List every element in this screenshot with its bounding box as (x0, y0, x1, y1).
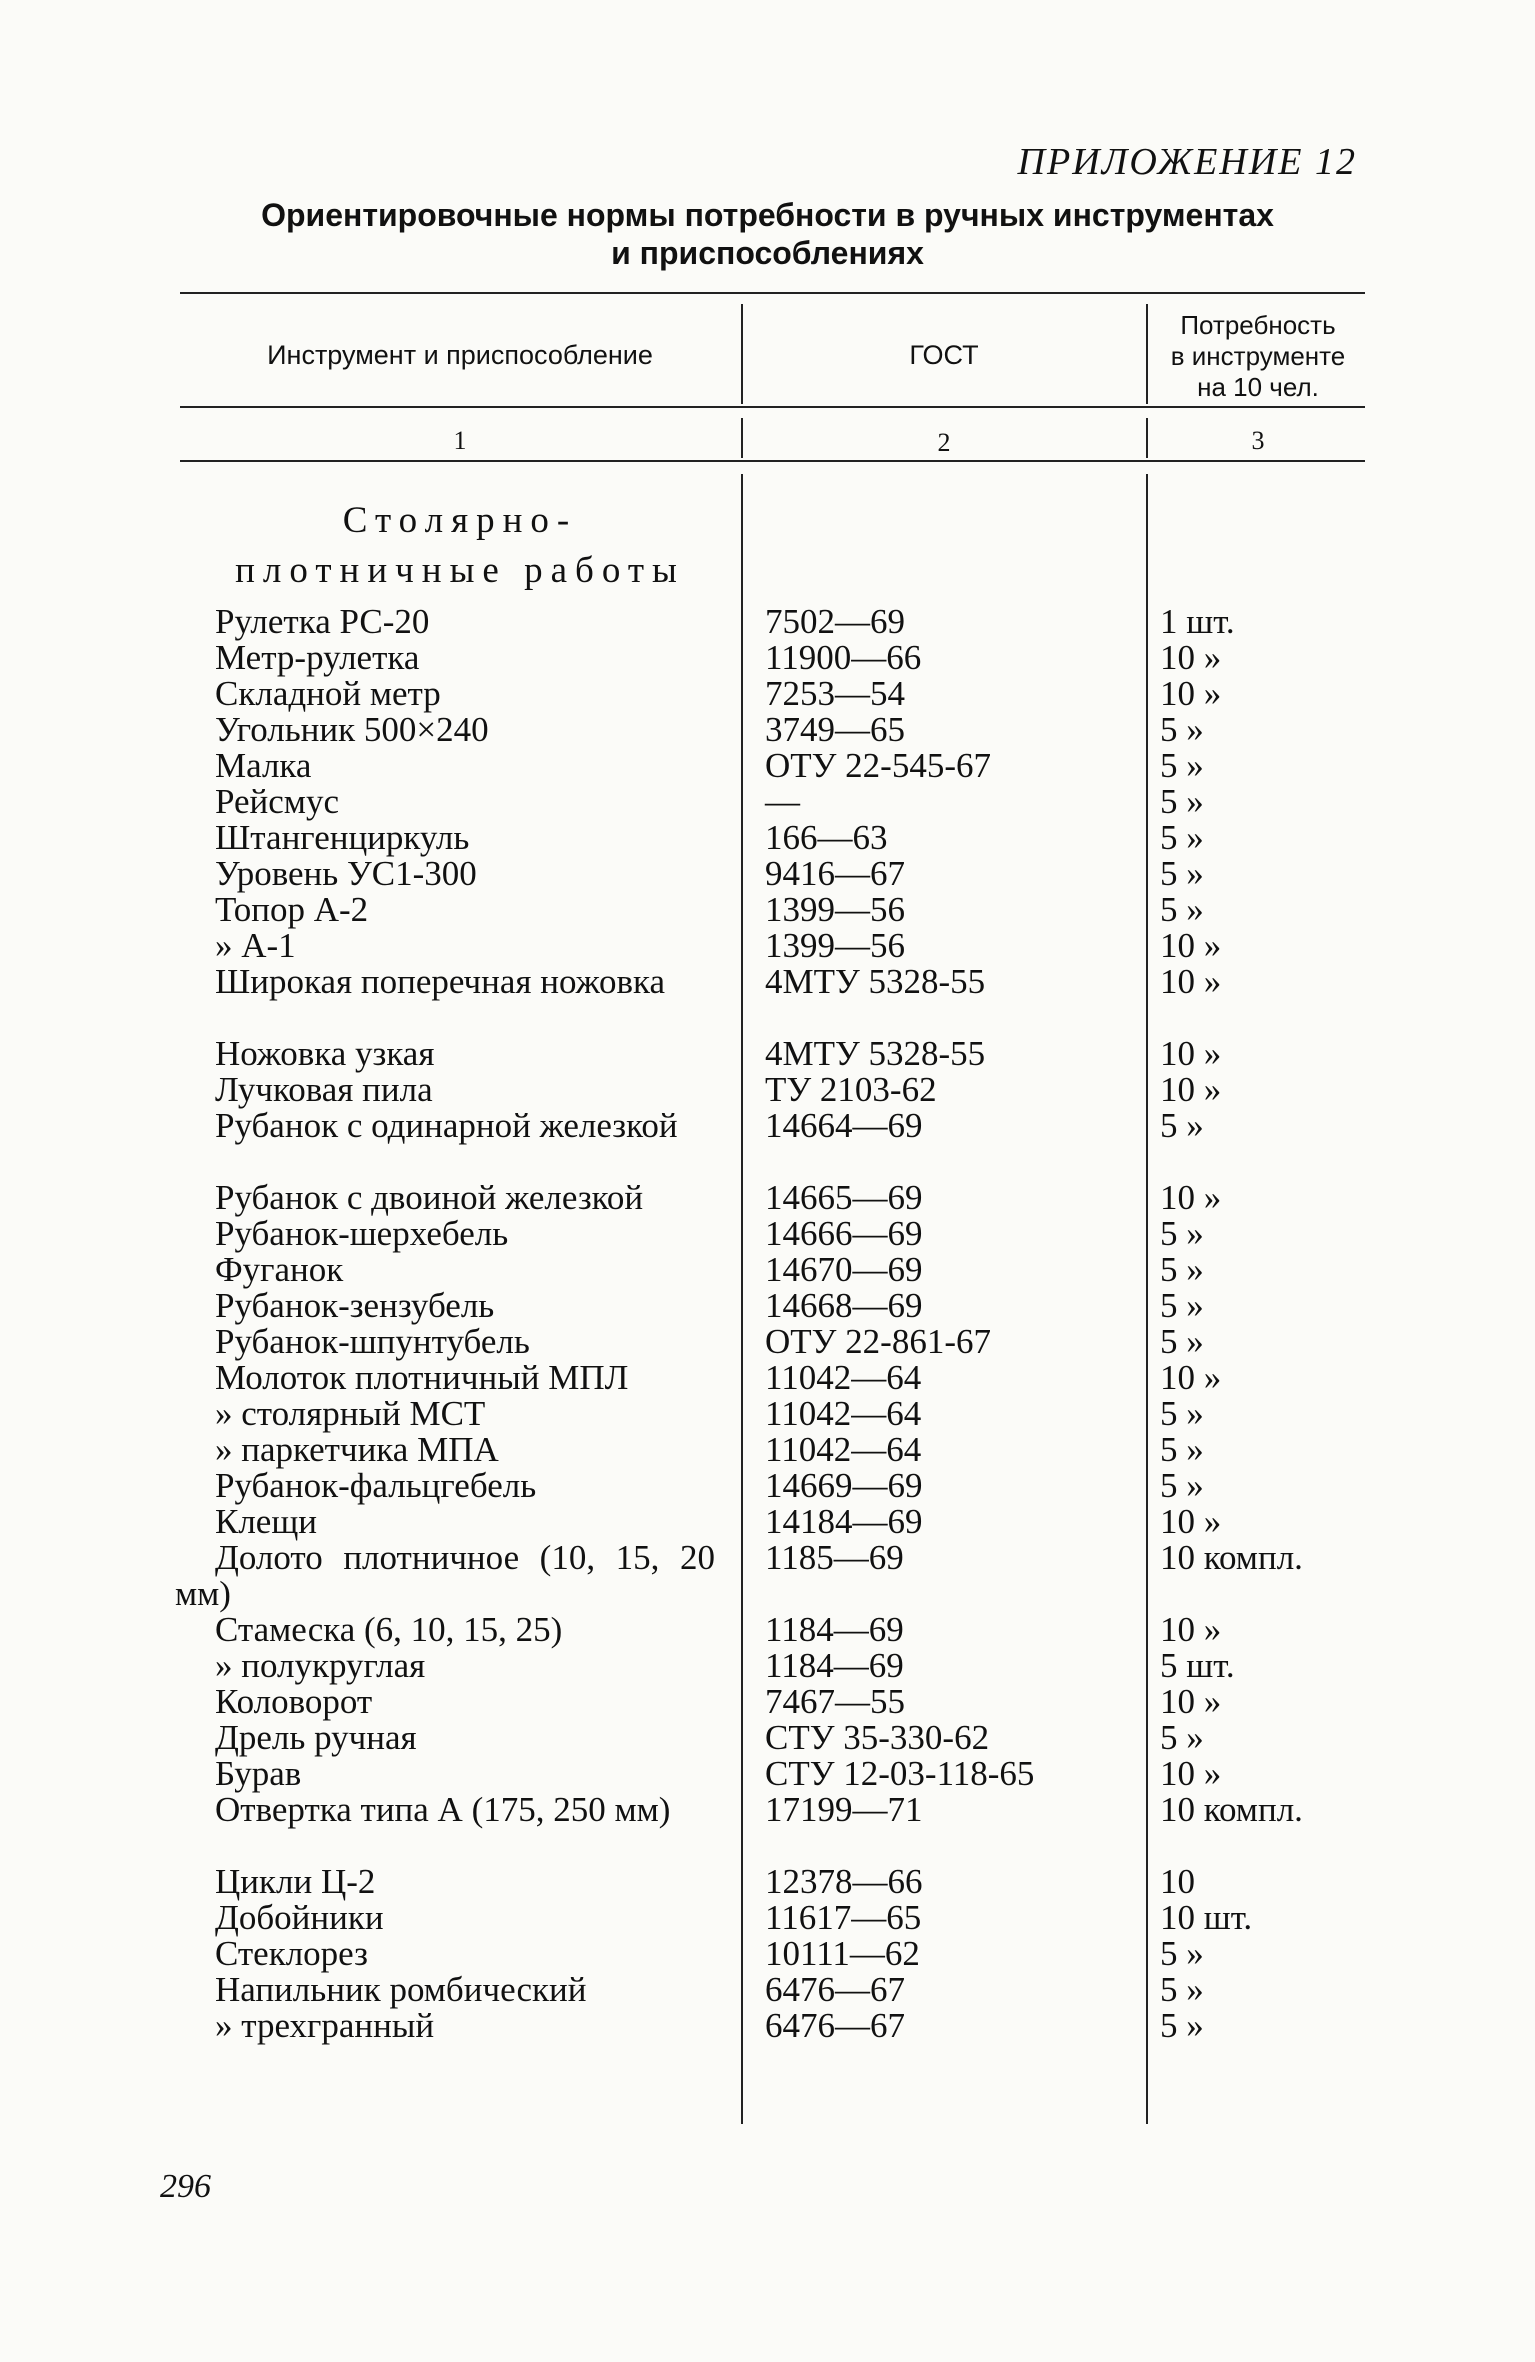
gost-number: 10111—62 (765, 1934, 920, 1973)
need-per-10: 5 » (1160, 1322, 1204, 1361)
gost-number: 1185—69 (765, 1538, 904, 1577)
table-row (0, 1360, 1535, 1396)
gost-number: 1184—69 (765, 1610, 904, 1649)
need-per-10: 5 » (1160, 746, 1204, 785)
need-per-10: 5 » (1160, 1430, 1204, 1469)
header-need-line-3: на 10 чел. (1197, 372, 1319, 402)
instrument-name: » А-1 (215, 926, 296, 965)
instrument-name: Рубанок-фальцгебель (215, 1466, 537, 1505)
table-row (0, 1756, 1535, 1792)
instrument-name: Стеклорез (215, 1934, 368, 1973)
need-per-10: 5 » (1160, 1214, 1204, 1253)
gost-number: 11617—65 (765, 1898, 922, 1937)
table-row (0, 1396, 1535, 1432)
gost-number: 7253—54 (765, 674, 905, 713)
gost-number: 14669—69 (765, 1466, 923, 1505)
table-row (0, 1432, 1535, 1468)
table-row (0, 856, 1535, 892)
need-per-10: 5 » (1160, 2006, 1204, 2045)
need-per-10: 5 » (1160, 1250, 1204, 1289)
instrument-name: Рубанок с одинарной железкой (215, 1106, 678, 1145)
table-row (0, 784, 1535, 820)
table-row (0, 748, 1535, 784)
table-row (0, 1216, 1535, 1252)
gost-number: СТУ 12-03-118-65 (765, 1754, 1035, 1793)
instrument-name: Напильник ромбический (215, 1970, 587, 2009)
instrument-name: Дрель ручная (215, 1718, 417, 1757)
table-row (0, 1504, 1535, 1540)
table-row (0, 892, 1535, 928)
table-row (0, 1468, 1535, 1504)
need-per-10: 10 » (1160, 1610, 1222, 1649)
gost-number: 14664—69 (765, 1106, 923, 1145)
table-top-rule (180, 292, 1365, 294)
table-row (0, 1720, 1535, 1756)
table-row (0, 1072, 1535, 1108)
table-row (0, 1036, 1535, 1072)
gost-number: 12378—66 (765, 1862, 923, 1901)
instrument-name: Ножовка узкая (215, 1034, 435, 1073)
table-row (0, 1252, 1535, 1288)
header-divider-1 (741, 304, 743, 404)
gost-number: ТУ 2103-62 (765, 1070, 937, 1109)
instrument-name: Рубанок с двоиной железкой (215, 1178, 644, 1217)
gost-number: 3749—65 (765, 710, 905, 749)
need-per-10: 5 » (1160, 1934, 1204, 1973)
table-row (0, 928, 1535, 964)
gost-number: 11042—64 (765, 1430, 922, 1469)
instrument-name: » столярный МСТ (215, 1394, 486, 1433)
instrument-name: Стамеска (6, 10, 15, 25) (215, 1610, 563, 1649)
gost-number: 11042—64 (765, 1394, 922, 1433)
header-gost: ГОСТ (909, 340, 979, 370)
need-per-10: 10 » (1160, 638, 1222, 677)
table-row (0, 1792, 1535, 1864)
instrument-name: Молоток плотничный МПЛ (215, 1358, 629, 1397)
header-instrument: Инструмент и приспособление (267, 340, 653, 370)
instrument-name: Лучковая пила (215, 1070, 433, 1109)
table-row (0, 1864, 1535, 1900)
gost-number: 1399—56 (765, 890, 905, 929)
table-row (0, 1180, 1535, 1216)
need-per-10: 10 » (1160, 674, 1222, 713)
table-row (0, 1288, 1535, 1324)
table-row (0, 1972, 1535, 2008)
instrument-name: Клещи (215, 1502, 318, 1541)
table-row (0, 1936, 1535, 1972)
table-row (0, 712, 1535, 748)
instrument-name: Уровень УС1-300 (215, 854, 477, 893)
instrument-name: Малка (215, 746, 312, 785)
header-need-line-1: Потребность (1180, 310, 1336, 340)
appendix-label: ПРИЛОЖЕНИЕ 12 (1017, 141, 1357, 183)
gost-number: 7467—55 (765, 1682, 905, 1721)
table-row (0, 1324, 1535, 1360)
gost-number: 6476—67 (765, 2006, 905, 2045)
table-row (0, 1900, 1535, 1936)
need-per-10: 5 » (1160, 1718, 1204, 1757)
instrument-name: Добойники (215, 1898, 384, 1937)
need-per-10: 10 » (1160, 1502, 1222, 1541)
gost-number: — (765, 782, 800, 821)
number-row-rule (180, 460, 1365, 462)
table-row (0, 1108, 1535, 1180)
header-need-line-2: в инструменте (1170, 341, 1346, 371)
need-per-10: 5 » (1160, 854, 1204, 893)
column-number-1: 1 (453, 426, 467, 455)
need-per-10: 5 » (1160, 1106, 1204, 1145)
need-per-10: 10 компл. (1160, 1538, 1303, 1577)
gost-number: 9416—67 (765, 854, 905, 893)
title-line-2: и приспособлениях (611, 235, 924, 271)
instrument-name: Долото плотничное (10, 15, 20 мм) (175, 1538, 715, 1613)
number-divider-1 (741, 418, 743, 458)
need-per-10: 10 » (1160, 962, 1222, 1001)
need-per-10: 5 » (1160, 818, 1204, 857)
need-per-10: 5 шт. (1160, 1646, 1235, 1685)
gost-number: 14665—69 (765, 1178, 923, 1217)
gost-number: СТУ 35-330-62 (765, 1718, 990, 1757)
instrument-name: » паркетчика МПА (215, 1430, 499, 1469)
need-per-10: 5 » (1160, 1286, 1204, 1325)
table-row (0, 676, 1535, 712)
gost-number: 11042—64 (765, 1358, 922, 1397)
gost-number: 1399—56 (765, 926, 905, 965)
instrument-name: Топор А-2 (215, 890, 369, 929)
instrument-name: Коловорот (215, 1682, 373, 1721)
page-number: 296 (160, 2168, 211, 2205)
need-per-10: 5 » (1160, 710, 1204, 749)
instrument-name: » полукруглая (215, 1646, 426, 1685)
section-heading-line-2: плотничные работы (235, 550, 685, 591)
instrument-name: Широкая поперечная ножовка (215, 962, 665, 1001)
section-heading-line-1: Столярно- (342, 500, 578, 541)
gost-number: 4МТУ 5328-55 (765, 962, 986, 1001)
instrument-name: Фуганок (215, 1250, 344, 1289)
section-heading (200, 496, 720, 596)
table-row (0, 964, 1535, 1036)
gost-number: 7502—69 (765, 602, 905, 641)
header-need (1148, 310, 1368, 403)
column-number-2: 2 (937, 428, 951, 457)
gost-number: 6476—67 (765, 1970, 905, 2009)
need-per-10: 10 » (1160, 1358, 1222, 1397)
gost-number: 14184—69 (765, 1502, 923, 1541)
gost-number: 1184—69 (765, 1646, 904, 1685)
instrument-name: Угольник 500×240 (215, 710, 489, 749)
table-row (0, 604, 1535, 640)
instrument-name: Рулетка РС-20 (215, 602, 430, 641)
need-per-10: 5 » (1160, 1970, 1204, 2009)
header-bottom-rule (180, 406, 1365, 408)
document-title (0, 196, 1535, 272)
instrument-name: Рубанок-шпунтубель (215, 1322, 530, 1361)
gost-number: 14668—69 (765, 1286, 923, 1325)
instrument-name: Штангенциркуль (215, 818, 470, 857)
need-per-10: 5 » (1160, 890, 1204, 929)
instrument-name: » трехгранный (215, 2006, 435, 2045)
table-row (0, 820, 1535, 856)
need-per-10: 10 шт. (1160, 1898, 1253, 1937)
table-row (0, 1612, 1535, 1648)
need-per-10: 1 шт. (1160, 602, 1235, 641)
gost-number: 4МТУ 5328-55 (765, 1034, 986, 1073)
need-per-10: 5 » (1160, 1394, 1204, 1433)
title-line-1: Ориентировочные нормы потребности в ручных инструментах (261, 197, 1274, 233)
instrument-name: Складной метр (215, 674, 441, 713)
instrument-name: Рейсмус (215, 782, 339, 821)
gost-number: 17199—71 (765, 1790, 923, 1829)
instrument-name: Отвертка типа А (175, 250 мм) (215, 1790, 671, 1829)
need-per-10: 10 » (1160, 1178, 1222, 1217)
instrument-name: Метр-рулетка (215, 638, 420, 677)
table-row (0, 2008, 1535, 2044)
instrument-name: Цикли Ц-2 (215, 1862, 376, 1901)
table-row (0, 1648, 1535, 1684)
need-per-10: 10 компл. (1160, 1790, 1303, 1829)
gost-number: ОТУ 22-861-67 (765, 1322, 991, 1361)
need-per-10: 10 (1160, 1862, 1195, 1901)
need-per-10: 10 » (1160, 1754, 1222, 1793)
gost-number: ОТУ 22-545-67 (765, 746, 991, 785)
table-body (0, 604, 1535, 2044)
table-row (0, 1684, 1535, 1720)
column-number-3: 3 (1251, 426, 1265, 455)
need-per-10: 5 » (1160, 1466, 1204, 1505)
need-per-10: 10 » (1160, 1034, 1222, 1073)
need-per-10: 10 » (1160, 1682, 1222, 1721)
gost-number: 11900—66 (765, 638, 922, 677)
instrument-name: Бурав (215, 1754, 302, 1793)
gost-number: 14670—69 (765, 1250, 923, 1289)
table-row (0, 1540, 1535, 1612)
table-row (0, 640, 1535, 676)
gost-number: 166—63 (765, 818, 888, 857)
instrument-name: Рубанок-шерхебель (215, 1214, 509, 1253)
gost-number: 14666—69 (765, 1214, 923, 1253)
instrument-name: Рубанок-зензубель (215, 1286, 495, 1325)
need-per-10: 10 » (1160, 1070, 1222, 1109)
need-per-10: 5 » (1160, 782, 1204, 821)
need-per-10: 10 » (1160, 926, 1222, 965)
